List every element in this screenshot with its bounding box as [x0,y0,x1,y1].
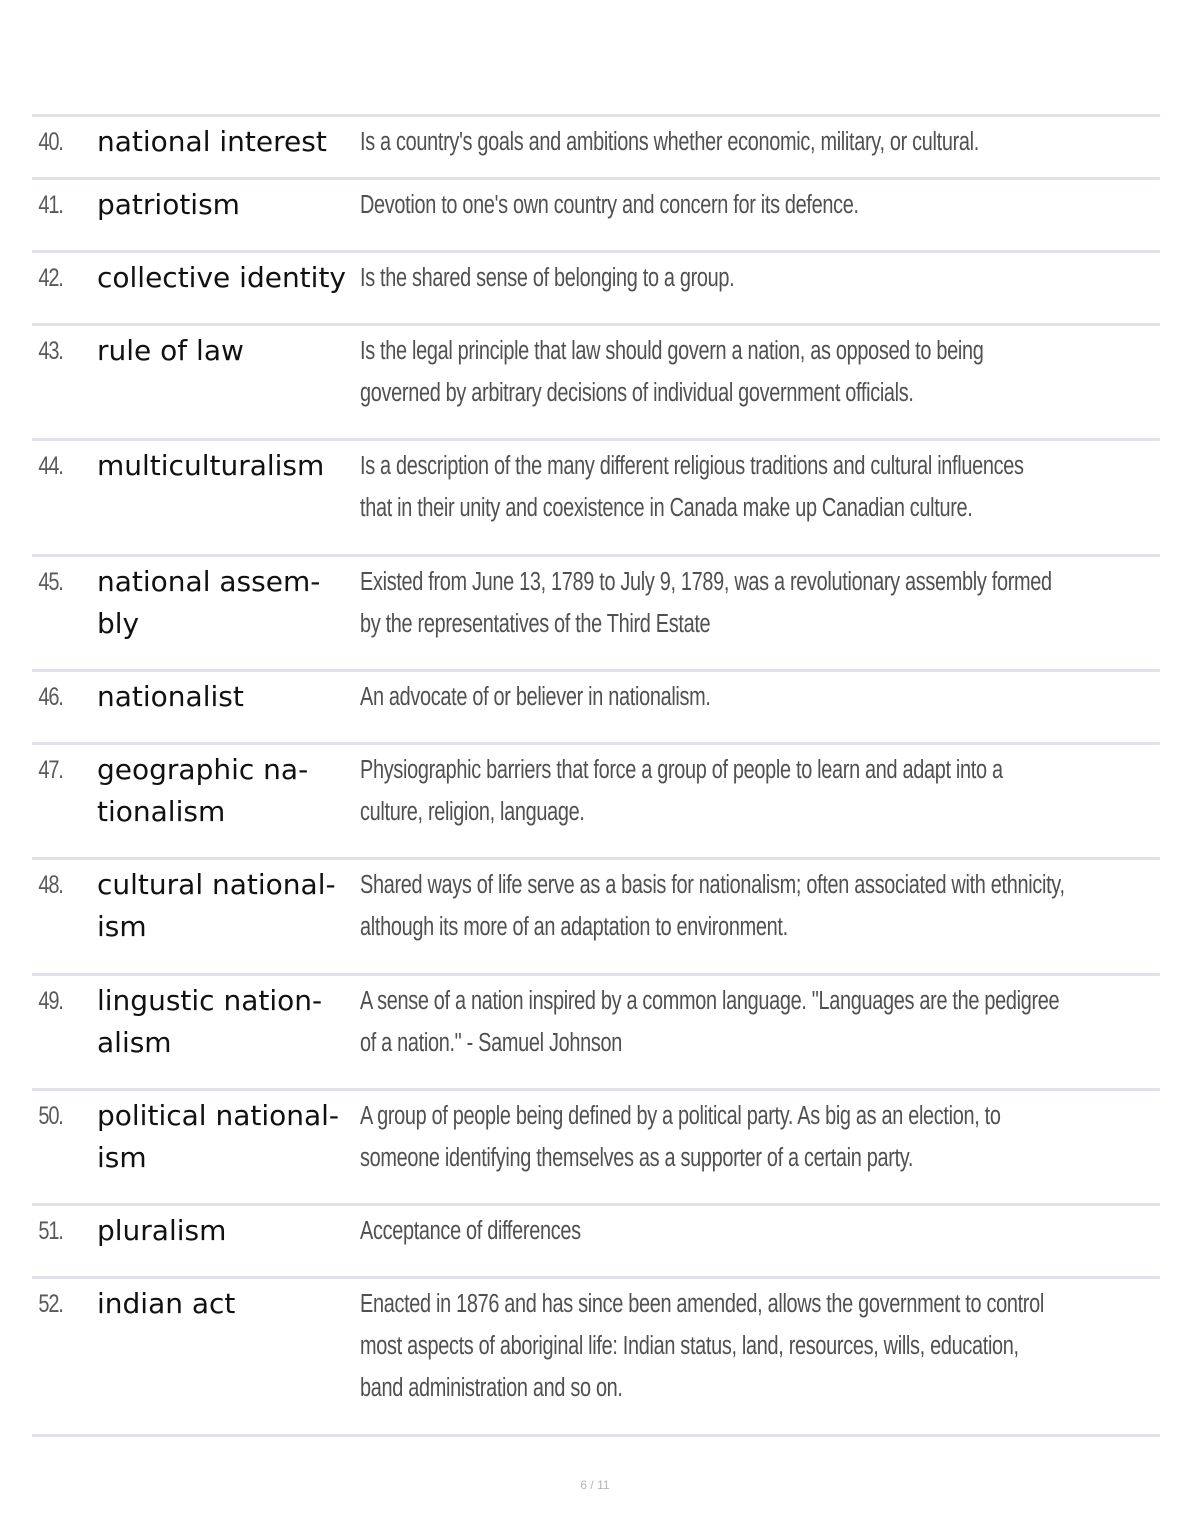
entry-term: political national- ism [97,1099,340,1174]
entry-term: rule of law [97,334,244,367]
entry-definition [360,676,1190,718]
entry-definition [360,1095,1190,1179]
entry-number: 46. [38,683,63,711]
entry-definition [360,330,1190,414]
glossary-row [32,441,1160,557]
entry-number: 48. [38,871,63,899]
entry-definition [360,445,1190,529]
glossary-row [32,117,1160,180]
entry-definition-text: Enacted in 1876 and has since been amended, allows the government to control most aspects of aboriginal life: Indian status, land, resources, wills, education, band administration and so on. [360,1290,1044,1402]
entry-number: 51. [38,1217,63,1245]
glossary-row [32,180,1160,253]
entry-definition-text: Is a description of the many different religious traditions and cultural influences that in their unity and coexistence in Canada make up Canadian culture. [360,452,1024,522]
entry-number: 40. [38,128,63,156]
entry-term: collective identity [97,261,346,294]
entry-term: lingustic nation- alism [97,984,323,1059]
entry-definition-text: Physiographic barriers that force a group of people to learn and adapt into a culture, religion, language. [360,756,1003,826]
entry-number: 47. [38,756,63,784]
entry-number: 43. [38,337,63,365]
glossary-row [32,253,1160,326]
entry-number: 41. [38,191,63,219]
glossary-row [32,1091,1160,1206]
entry-term: pluralism [97,1214,227,1247]
entry-term: geographic na- tionalism [97,753,309,828]
entry-number: 42. [38,264,63,292]
entry-definition-text: Is a country's goals and ambitions whether economic, military, or cultural. [360,128,980,156]
entry-definition-text: An advocate of or believer in nationalism. [360,683,711,711]
entry-definition [360,184,1190,226]
entry-definition [360,257,1190,299]
entry-term: national interest [97,125,327,158]
entry-term: indian act [97,1287,236,1320]
page-number: 6 / 11 [580,1478,610,1492]
entry-number: 45. [38,568,63,596]
glossary-row [32,557,1160,672]
entry-definition-text: Existed from June 13, 1789 to July 9, 1789, was a revolutionary assembly formed by the representatives of the Third Estate [360,568,1052,638]
entry-definition-text: Is the legal principle that law should govern a nation, as opposed to being governed by arbitrary decisions of individual government officials. [360,337,984,407]
glossary-row [32,860,1160,976]
entry-definition [360,749,1190,833]
glossary-table [32,114,1160,1437]
entry-definition [360,561,1190,645]
entry-number: 50. [38,1102,63,1130]
entry-term: cultural national- ism [97,868,336,943]
glossary-row [32,745,1160,860]
glossary-row [32,976,1160,1091]
entry-definition-text: Is the shared sense of belonging to a group. [360,264,735,292]
entry-definition-text: Shared ways of life serve as a basis for nationalism; often associated with ethnicity, although its more of an adaptation to environment. [360,871,1065,941]
entry-definition-text: Acceptance of differences [360,1217,581,1245]
glossary-row [32,1279,1160,1437]
entry-term: nationalist [97,680,244,713]
glossary-row [32,326,1160,441]
entry-number: 44. [38,452,63,480]
entry-definition [360,121,1190,163]
entry-term: national assem- bly [97,565,321,640]
entry-term: multiculturalism [97,449,325,482]
entry-term: patriotism [97,188,240,221]
glossary-row [32,1206,1160,1279]
entry-number: 52. [38,1290,63,1318]
entry-definition [360,1210,1190,1252]
entry-definition-text: Devotion to one's own country and concern for its defence. [360,191,859,219]
entry-number: 49. [38,987,63,1015]
entry-definition [360,864,1190,948]
glossary-row [32,672,1160,745]
entry-definition [360,980,1190,1064]
entry-definition-text: A sense of a nation inspired by a common language. "Languages are the pedigree of a nation." - Samuel Johnson [360,987,1060,1057]
entry-definition [360,1283,1190,1409]
entry-definition-text: A group of people being defined by a political party. As big as an election, to someone identifying themselves as a supporter of a certain party. [360,1102,1001,1172]
